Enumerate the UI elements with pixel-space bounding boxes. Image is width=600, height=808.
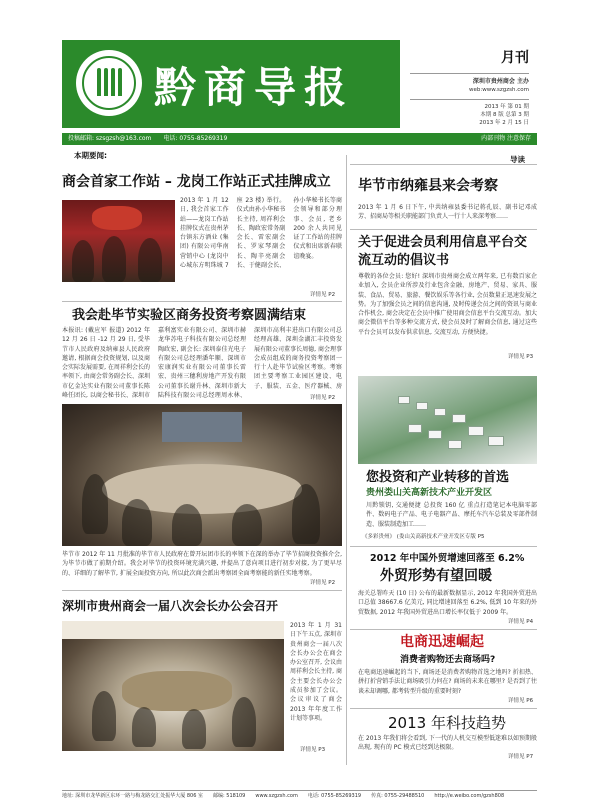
headline-workstation: 商会首家工作站 – 龙岗工作站正式挂牌成立 — [62, 174, 331, 190]
logo-block — [62, 40, 400, 128]
article-ecommerce: 在电商迅速崛起的当下, 商场还是消费者购物首选之地吗? 折扣热、拼打折营销手法让商场吸引力何在? 商场的未来在哪里? 是否到了往谈未却调哪, 都考转型升级的重要时刻? — [358, 669, 537, 695]
see-more-p2-a[interactable]: 详情见 P2 — [310, 292, 336, 298]
subhead-ecommerce: 消费者购物还去商场吗? — [400, 655, 496, 665]
masthead-info — [400, 40, 537, 128]
headline-trade: 外贸形势有望回暖 — [380, 568, 492, 584]
internal-notice: 内部刊物 注意保存 — [481, 135, 531, 142]
headline-meeting: 深圳市贵州商会一届八次会长办公会召开 — [62, 599, 279, 613]
website: web:www.szgzsh.com — [469, 87, 529, 94]
photo-industrial-park — [358, 376, 537, 464]
headline-investment-first-choice: 您投资和产业转移的首选 — [366, 470, 510, 485]
newspaper-title: 黔商导报 — [154, 63, 355, 112]
article-meeting: 2013 年 1 月 31 日下午五点, 深圳市贵州商会一届八次会长办公会在商会办公室召开, 会议由周祥利会长主持, 商会主要会长办公会成员参加了会议。会议审议了商会 2013 年年度工作计划等事项。 — [290, 622, 342, 722]
article-loushanguan: 川黔锁钥, 交通便捷 总投资 160 亿 重点打造笔记本电脑零部件、数码电子产品、电子电器产品、摩托车汽车总装及零部件制造、服装制造加工…… — [366, 502, 537, 528]
subhead-loushanguan: 贵州娄山关高新技术产业开发区 — [366, 488, 493, 498]
pretitle-trade: 2012 年中国外贸增速回落至 6.2% — [370, 553, 525, 564]
footer-weibo[interactable]: http://e.weibo.com/gzsh808 — [434, 793, 505, 800]
headline-tech-trends: 2013 年科技趋势 — [388, 714, 506, 732]
issue-date: 2013 年 2 月 15 日 — [479, 120, 529, 126]
see-more-p2-b[interactable]: 详情见 P2 — [310, 395, 336, 401]
caption-loushanguan[interactable]: 《多彩贵州》 (娄山关高新技术产业开发区专版 P5 — [362, 534, 485, 540]
guide-label: 导读 — [510, 155, 525, 164]
see-more-p4[interactable]: 详情见 P4 — [508, 619, 534, 625]
footer-web[interactable]: www.szgzsh.com — [255, 793, 298, 800]
column-divider — [346, 155, 347, 765]
footer-fax: 传真: 0755-29488510 — [371, 793, 425, 800]
footer-postcode: 邮编: 518109 — [213, 793, 246, 800]
info-bar — [62, 133, 537, 145]
article-workstation: 2013 年 1 月 12 日, 我会首家工作站——龙岗工作站挂牌仪式在贵州茅台镇东方酒业 (集团) 有限公司华南营销中心 (龙岗中心城东方明珠城 7 座 23 楼) 举行。仪式由孙小华秘书长主持, 周祥利会长、陶政宏常务副会长、雷宏副会长、罗家琴副会长、陶辛亮副会长、于健副会长、孙小华秘书长等商会领导和部分理事、会员, 老乡 200 余人共同见证了工作站的挂牌仪式和出席新春联谊晚宴。 — [180, 197, 342, 270]
see-more-p3-b[interactable]: 详情见 P3 — [508, 354, 534, 360]
highlights-label: 本期要闻: — [74, 151, 107, 160]
contact-phone: 电话: 0755-85269319 — [163, 135, 228, 142]
headline-nayong: 毕节市纳雍县来会考察 — [358, 178, 498, 194]
see-more-p3-a[interactable]: 详情见 P3 — [300, 747, 326, 753]
footer-address: 地址: 深圳市龙华新区东环一路与梅龙路交汇处振华大厦 806 室 — [62, 793, 203, 800]
article-bijie-trip: 本报讯: (戴应军 报道) 2012 年 12 月 26 日 -12 月 29 日, 受毕节市人民政府及纳雍县人民政府邀请, 根据商会投资规划, 以及商会实际发展需要, 在周祥利会长的率领下, 由商会常务副会长、深圳市亿金达实业有限公司董事长陈峰任团长, 以商会秘书长、深圳市嘉利富实业有限公司、深圳市赫龙华苏电子科技有限公司总经理陶政宏, 副会长: 深圳泰佳光电子有限公司总经理潘年顺、深圳市宏康润实业有限公司董事长雷宏、贵州三穗利房地产开发有限公司董事长谢升林、深圳市新大陆科技有限公司总经理周永林、深圳市高利丰进出口有限公司总经理高雄、深圳金湖汇丰投资发展有限公司董事长周德, 商会理事会成员组成的商务投资考察团一行十人赴毕节试验区考察。考察团主要考察工业园区建设、电子、服装、五金、医疗器械、房 — [62, 327, 342, 400]
chamber-logo-icon — [76, 50, 142, 116]
article-nayong: 2013 年 1 月 6 日下午, 中共纳雍县委书记蒋孔辰、副书记邓成芳、招商局等相关职能部门负责人一行十人来深考察…… — [358, 204, 537, 221]
submission-email: 投稿邮箱: szsgzsh@163.com — [68, 135, 152, 142]
article-trade: 海关总署昨天 (10 日) 公布的最新数据显示, 2012 年我国外贸进出口总值 38667.6 亿美元, 同比增速回落至 6.2%, 低到 10 年来的外贸数据, 2012 年我国外贸进出口增长率仅低于 2009 年。 — [358, 590, 537, 616]
article-platform-proposal: 尊敬的各位会员: 您好! 深圳市贵州商会成立两年来, 已有数百家企业加入, 会员企业所涉及行业包含金融、房地产、贸易、家具、服装、食品、贸易、旅游、餐饮娱乐等各行业, 会员数量正迅速发展之势。为了加强会员之间的信息沟通, 及时传递会员之间的资讯与商业合作机会, 商会决定在会员中推广使用商会信息平台交流互动。加大商会微信平台等多种交流方式, 使会员及时了解商会信息, 通过这些平台会员可以发布供求信息, 交流互动, 方便快捷。 — [358, 273, 537, 336]
issue-year: 2013 年 — [484, 103, 506, 110]
headline-bijie-trip: 我会赴毕节实验区商务投资考察圆满结束 — [72, 308, 307, 323]
photo-workstation-ceremony — [62, 200, 175, 282]
article-tech-trends: 在 2013 年我们将会看到, 下一代的人机交互模型低迷难以如预期般出现, 现有的 PC 模式已经到达极限。 — [358, 735, 537, 752]
issue-number: 第 01 期 — [507, 103, 529, 110]
issue-total: 本期 8 版 总第 3 期 — [480, 111, 529, 118]
masthead — [62, 40, 537, 128]
photo-office-meeting — [62, 621, 284, 751]
footer — [62, 790, 537, 802]
see-more-p2-c[interactable]: 详情见 P2 — [310, 580, 336, 586]
article-bijie-trip-continued: 毕节市 2012 年 11 月批准的毕节市人民政府在曾开坛团市长的率领下在深的举办了毕节招商投资推介会, 为毕节市做了前期介绍。我会对毕节的投资环境充满兴趣, 并提出了意向项目进行初步对接, 为了更早尽的、详细的了解毕节, 扩展全面投资方向, 所以此次商会派出考察团全面考察能的新任实地考察。 — [62, 551, 342, 577]
headline-ecommerce: 电商迅速崛起 — [400, 634, 484, 650]
publisher: 深圳市贵州商会 主办 — [472, 78, 529, 85]
headline-platform-proposal: 关于促进会员利用信息平台交流互动的倡议书 — [358, 235, 528, 268]
see-more-p7[interactable]: 详情见 P7 — [508, 754, 534, 760]
monthly-label: 月刊 — [501, 50, 529, 66]
photo-investment-meeting — [62, 404, 342, 546]
footer-phone: 电话: 0755-85269319 — [307, 793, 362, 800]
see-more-p6[interactable]: 详情见 P6 — [508, 698, 534, 704]
